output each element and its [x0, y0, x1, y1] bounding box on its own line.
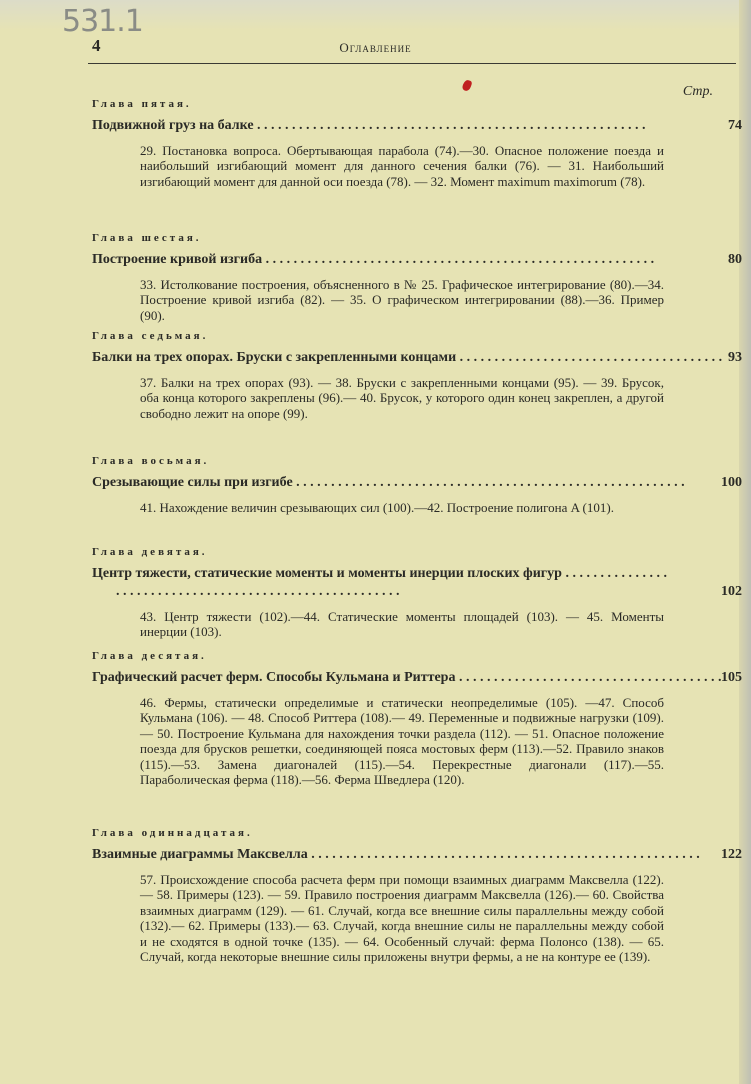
page-ref: 105 — [721, 670, 742, 685]
section-list: 33. Истолкование построения, объясненного в № 25. Графическое интегрирование (80).—34. Построение кривой изгиба (82). — 35. О графическом интегрировании (88).—36. Пример (90). — [140, 277, 664, 323]
chapter-9 — [92, 546, 742, 640]
chapter-10 — [92, 650, 742, 788]
handwritten-catalog-note: 531.1 — [62, 4, 143, 39]
page-edge-shadow — [739, 0, 751, 1084]
chapter-heading: Глава восьмая. — [92, 455, 210, 467]
chapter-title: Взаимные диаграммы Максвелла . . . — [92, 846, 722, 864]
chapter-title: Подвижной груз на балке . . . — [92, 117, 722, 135]
section-list: 29. Постановка вопроса. Обертывающая парабола (74).—30. Опасное положение поезда и наибольший изгибающий момент для данного сечения балки (76). — 31. Наибольший изгибающий момент для данной оси поезда (78). — 32. Момент maximum maximorum (78). — [140, 143, 664, 189]
chapter-title: Построение кривой изгиба . . . — [92, 251, 722, 269]
page-number: 4 — [92, 36, 101, 55]
page-ref: 122 — [721, 847, 742, 862]
chapter-title-entry — [92, 565, 742, 601]
section-list: 57. Происхождение способа расчета ферм при помощи взаимных диаграмм Максвелла (122). — 58. Примеры (123). — 59. Правило построения диаграмм Максвелла (126).— 60. Свойства взаимных диаграмм (129). — 61. Случай, когда все внешние силы параллельны между собой (132).— 62. Примеры (133).— 63. Случай, когда внешние силы не параллельны между собой и не сходятся в одной точке (135). — 64. Особенный случай: ферма Полонсо (138). — 65. Случай, когда некоторые внешние силы приложены внутри фермы, а не на контуре ее (139). — [140, 872, 664, 965]
section-list: 41. Нахождение величин срезывающих сил (100).—42. Построение полигона A (101). — [140, 500, 614, 515]
chapter-title-entry — [92, 117, 742, 135]
page-ref: 80 — [728, 252, 742, 267]
page-ref: 74 — [728, 118, 742, 133]
chapter-title-entry — [92, 846, 742, 864]
chapter-11 — [92, 827, 742, 965]
section-list: 37. Балки на трех опорах (93). — 38. Бруски с закрепленными концами (95). — 39. Брусок, оба конца которого закреплены (96).— 40. Брусок, у которого один конец закреплен, а другой свободно лежит на опоре (99). — [140, 375, 664, 421]
chapter-6 — [92, 232, 742, 323]
page-ref: 93 — [728, 350, 742, 365]
chapter-8 — [92, 455, 742, 515]
chapter-title-entry — [92, 669, 742, 687]
chapter-title: Графический расчет ферм. Способы Кульмана и Риттера . . . — [92, 669, 722, 687]
chapter-heading: Глава шестая. — [92, 232, 202, 244]
red-ink-mark — [461, 79, 472, 92]
chapter-heading: Глава седьмая. — [92, 330, 209, 342]
chapter-heading: Глава пятая. — [92, 98, 192, 110]
chapter-7 — [92, 330, 742, 421]
running-head: Оглавление — [339, 40, 412, 55]
section-list: 43. Центр тяжести (102).—44. Статические моменты площадей (103). — 45. Моменты инерции (103). — [140, 609, 664, 640]
chapter-heading: Глава одиннадцатая. — [92, 827, 253, 839]
page-ref: 102 — [721, 584, 742, 599]
chapter-title-entry — [92, 349, 742, 367]
section-list: 46. Фермы, статически определимые и статически неопределимые (105). —47. Способ Кульмана (106). — 48. Способ Риттера (108).— 49. Переменные и подвижные нагрузки (109). — 50. Построение Кульмана для нахождения точки раздела (112). — 51. Опасное положение поезда для брусков решетки, соединяющей пояса мостовых ферм (113).—52. Правило знаков (115).—53. Замена диагоналей (115).—54. Перекрестные диагонали (117).—55. Параболическая ферма (118).—56. Ферма Шведлера (120). — [140, 695, 664, 788]
page-column-label: Стр. — [682, 84, 713, 99]
header-rule — [88, 63, 736, 64]
page-ref: 100 — [721, 475, 742, 490]
chapter-title: Центр тяжести, статические моменты и моменты инерции плоских фигур . . . — [92, 565, 722, 601]
chapter-heading: Глава девятая. — [92, 546, 208, 558]
chapter-title: Балки на трех опорах. Бруски с закрепленными концами . . . — [92, 349, 722, 367]
chapter-heading: Глава десятая. — [92, 650, 207, 662]
chapter-5 — [92, 98, 742, 189]
chapter-title-entry — [92, 251, 742, 269]
chapter-title-entry — [92, 474, 742, 492]
chapter-title: Срезывающие силы при изгибе . . . — [92, 474, 722, 492]
